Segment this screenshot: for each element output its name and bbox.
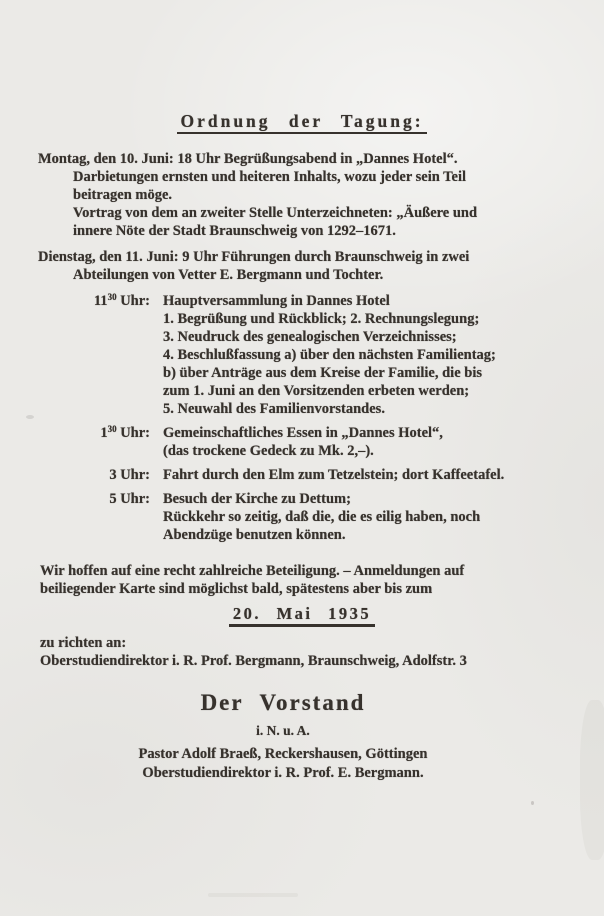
time-hour: 11 [93, 293, 108, 309]
text-line: Abendzüge benutzen können. [163, 527, 346, 543]
address-intro: zu richten an: [40, 635, 127, 651]
signature-name: Oberstudiendirektor i. R. Prof. E. Bergmann. [142, 765, 424, 781]
time-hour: 5 [109, 491, 117, 507]
text-line: b) über Anträge aus dem Kreise der Familie, die bis [163, 365, 482, 381]
text-line: zum 1. Juni an den Vorsitzenden erbeten werden; [163, 383, 470, 399]
time-unit: Uhr: [120, 425, 150, 441]
signature-heading: Der Vorstand [200, 690, 366, 715]
closing-paragraph [40, 562, 578, 598]
signature-name: Pastor Adolf Braeß, Reckershausen, Göttingen [138, 746, 428, 762]
text-line: 4. Beschlußfassung a) über den nächsten Familientag; [163, 347, 496, 363]
time-unit: Uhr: [120, 491, 150, 507]
schedule-time [38, 292, 150, 418]
tuesday-paragraph [38, 248, 576, 284]
schedule-description [163, 466, 504, 484]
text-line: (das trockene Gedeck zu Mk. 2,–). [163, 443, 374, 459]
text-line: Wir hoffen auf eine recht zahlreiche Beteiligung. – Anmeldungen auf [40, 563, 465, 579]
paper-speck [531, 801, 534, 805]
text-line: Dienstag, den 11. Juni: 9 Uhr Führungen durch Braunschweig in zwei [38, 249, 470, 265]
schedule-time [38, 466, 150, 484]
page-title: Ordnung der Tagung: [177, 112, 426, 134]
schedule-description [163, 292, 496, 418]
text-line: Darbietungen ernsten und heiteren Inhalts, wozu jeder sein Teil [73, 169, 467, 185]
address-line: Oberstudiendirektor i. R. Prof. Bergmann, Braunschweig, Adolfstr. 3 [40, 653, 467, 669]
schedule-row-130 [38, 424, 604, 460]
schedule-row-1130 [38, 292, 604, 418]
text-line: 5. Neuwahl des Familienvorstandes. [163, 401, 385, 417]
text-line: 3. Neudruck des genealogischen Verzeichnisses; [163, 329, 457, 345]
text-line: Fahrt durch den Elm zum Tetzelstein; dort Kaffeetafel. [163, 467, 505, 483]
text-line: Rückkehr so zeitig, daß die, die es eilig haben, noch [163, 509, 481, 525]
signature-subline: i. N. u. A. [256, 723, 310, 738]
time-unit: Uhr: [120, 293, 150, 309]
time-superscript: 30 [107, 424, 117, 434]
time-hour: 3 [109, 467, 117, 483]
text-line: 1. Begrüßung und Rückblick; 2. Rechnungslegung; [163, 311, 480, 327]
schedule-list [38, 292, 604, 544]
deadline-date: 20. Mai 1935 [229, 605, 375, 627]
text-line: Vortrag von dem an zweiter Stelle Unterzeichneten: „Äußere und [73, 205, 478, 221]
monday-paragraph [38, 150, 576, 240]
time-superscript: 30 [107, 292, 117, 302]
text-line: Besuch der Kirche zu Dettum; [163, 491, 351, 507]
text-line: beiliegender Karte sind möglichst bald, spätestens aber bis zum [40, 581, 433, 597]
schedule-time [38, 424, 150, 460]
text-line: Abteilungen von Vetter E. Bergmann und Tochter. [73, 267, 384, 283]
text-line: innere Nöte der Stadt Braunschweig von 1292–1671. [73, 223, 396, 239]
deadline-row [0, 605, 604, 627]
time-unit: Uhr: [120, 467, 150, 483]
signature-block [0, 690, 604, 783]
time-hour: 1 [100, 425, 108, 441]
schedule-row-3 [38, 466, 604, 484]
title-row [0, 112, 604, 134]
schedule-description [163, 490, 480, 544]
paper-speck [208, 893, 298, 897]
text-line: Hauptversammlung in Dannes Hotel [163, 293, 390, 309]
schedule-description [163, 424, 443, 460]
text-line: beitragen möge. [73, 187, 173, 203]
text-line: Gemeinschaftliches Essen in „Dannes Hotel“, [163, 425, 443, 441]
schedule-row-5 [38, 490, 604, 544]
schedule-time [38, 490, 150, 544]
text-line: Montag, den 10. Juni: 18 Uhr Begrüßungsabend in „Dannes Hotel“. [38, 151, 458, 167]
